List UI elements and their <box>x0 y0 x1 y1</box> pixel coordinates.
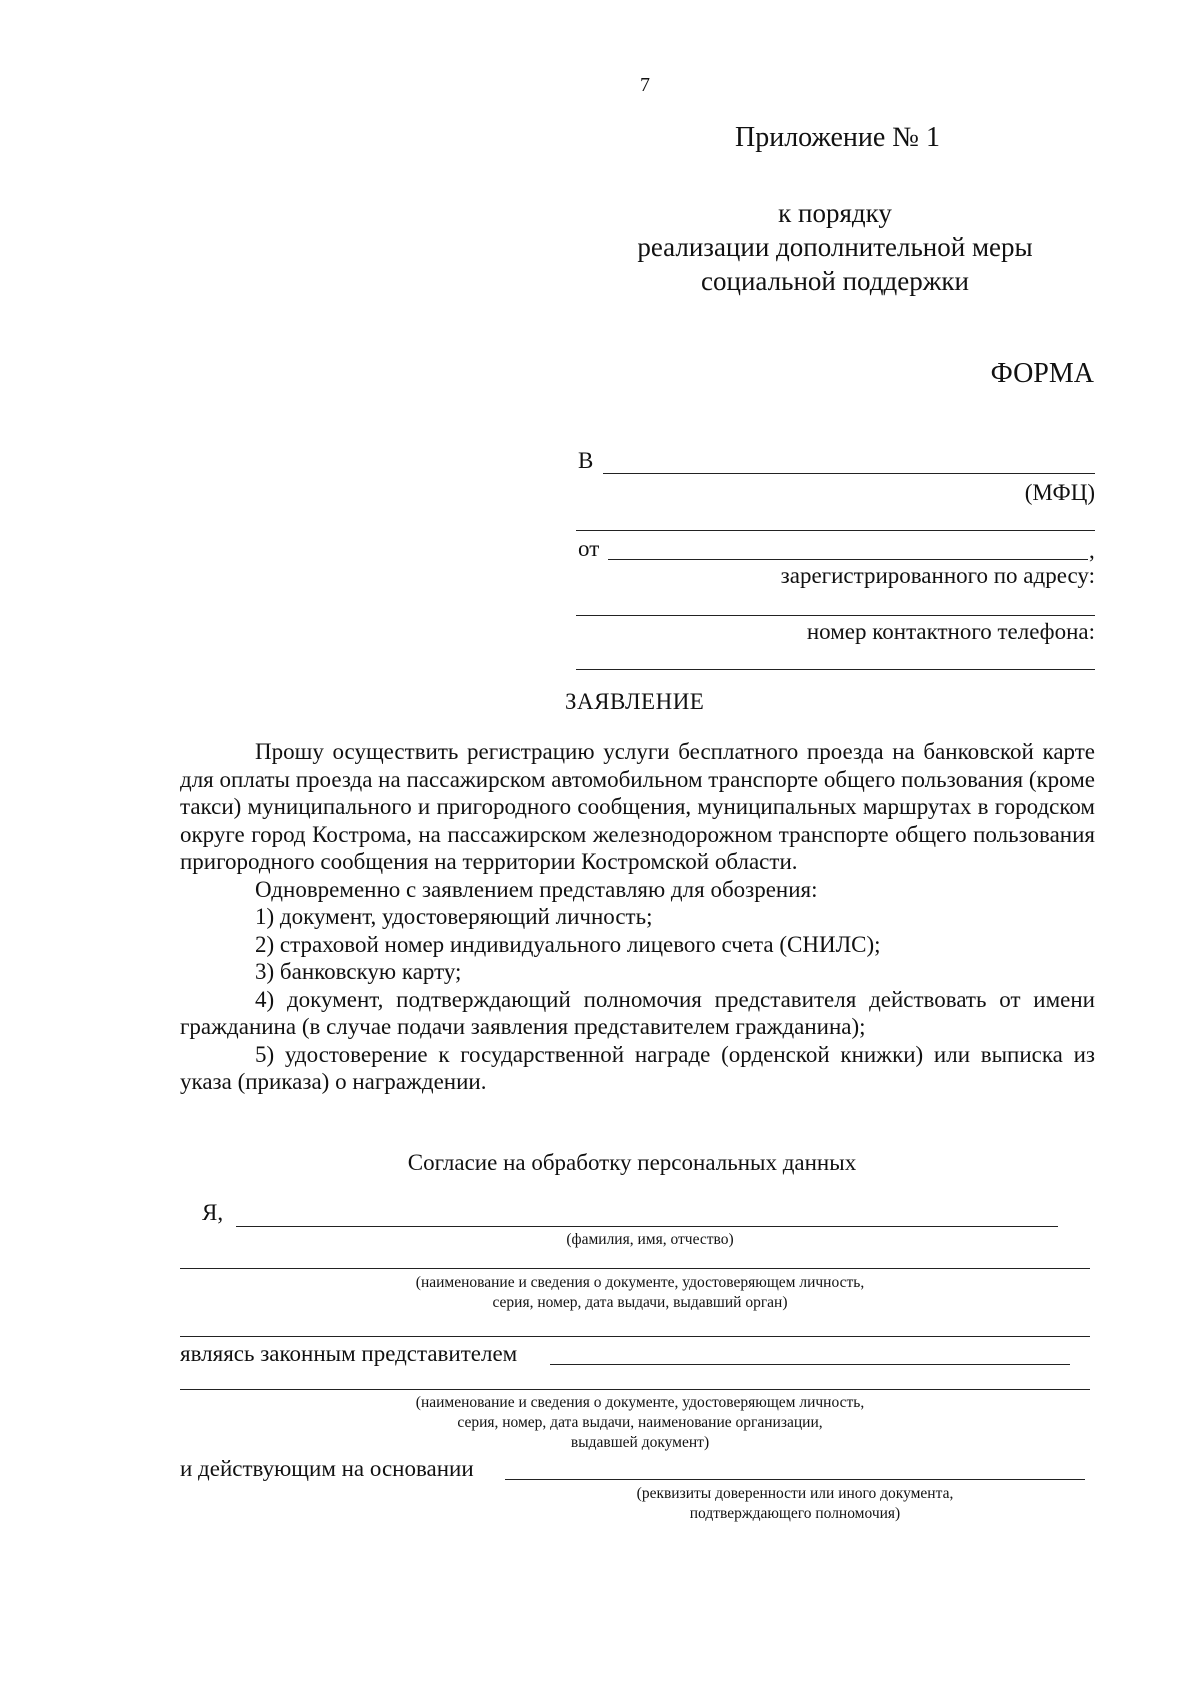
basis-caption: (реквизиты доверенности или иного документа, <box>636 1485 954 1502</box>
request-paragraph: Прошу осуществить регистрацию услуги бесплатного проезда на банковской карте для оплаты проезда на пассажирском автомобильном транспорте общего пользования (кроме такси) муниципального и пригородного сообщения, муниципальных маршрутах в городском округе город Кострома, на пассажирском железнодорожном транспорте общего пользования пригородного сообщения на территории Костромской области. <box>180 739 1095 874</box>
form-label: ФОРМА <box>990 358 1094 389</box>
document-item: 5) удостоверение к государственной награде (орденской книжки) или выписка из указа (приказа) о награждении. <box>180 1041 1095 1094</box>
order-reference <box>600 196 1070 298</box>
order-line: социальной поддержки <box>701 266 969 296</box>
rep-doc-caption: серия, номер, дата выдачи, наименование организации, <box>457 1414 823 1431</box>
documents-intro: Одновременно с заявлением представляю для обозрения: <box>255 876 818 902</box>
statement-title: ЗАЯВЛЕНИЕ <box>565 689 705 714</box>
phone-caption: номер контактного телефона: <box>806 619 1095 644</box>
document-item: 2) страховой номер индивидуального лицевого счета (СНИЛС); <box>255 931 881 957</box>
basis-caption: подтверждающего полномочия) <box>689 1505 901 1522</box>
id-doc-caption: (наименование и сведения о документе, удостоверяющем личность, <box>415 1274 865 1291</box>
rep-doc-caption: (наименование и сведения о документе, удостоверяющем личность, <box>415 1394 865 1411</box>
from-comma: , <box>1089 538 1095 563</box>
rep-doc-line[interactable] <box>180 1389 1090 1390</box>
from-prefix: от <box>578 536 600 561</box>
fio-caption: (фамилия, имя, отчество) <box>566 1231 734 1248</box>
id-doc-line[interactable] <box>180 1268 1090 1269</box>
fio-line[interactable] <box>236 1226 1058 1227</box>
phone-line[interactable] <box>576 669 1095 670</box>
appendix-title: Приложение № 1 <box>735 122 940 153</box>
document-item: 1) документ, удостоверяющий личность; <box>255 904 653 929</box>
registered-caption: зарегистрированного по адресу: <box>780 563 1095 588</box>
mfc-caption: (МФЦ) <box>1024 480 1095 505</box>
order-line: к порядку <box>778 198 892 228</box>
statement-body <box>180 738 1095 1096</box>
id-doc-line-2[interactable] <box>180 1336 1090 1337</box>
from-name-line[interactable] <box>608 559 1088 560</box>
page-number: 7 <box>640 74 650 96</box>
document-item: 3) банковскую карту; <box>255 959 462 984</box>
basis-line[interactable] <box>505 1479 1085 1480</box>
i-prefix: Я, <box>202 1200 224 1225</box>
mfc-line[interactable] <box>603 473 1095 474</box>
rep-doc-caption: выдавшей документ) <box>570 1434 710 1451</box>
order-line: реализации дополнительной меры <box>637 232 1033 262</box>
id-doc-caption: серия, номер, дата выдачи, выдавший орган) <box>492 1294 788 1311</box>
basis-label: и действующим на основании <box>180 1456 474 1481</box>
address-line[interactable] <box>576 615 1095 616</box>
mfc-line-2[interactable] <box>576 530 1095 531</box>
consent-title: Согласие на обработку персональных данных <box>407 1150 857 1175</box>
to-prefix: В <box>578 448 594 473</box>
representative-line[interactable] <box>550 1364 1070 1365</box>
document-item: 4) документ, подтверждающий полномочия представителя действовать от имени гражданина (в случае подачи заявления представителем гражданина); <box>180 986 1095 1039</box>
representative-label: являясь законным представителем <box>180 1341 518 1366</box>
